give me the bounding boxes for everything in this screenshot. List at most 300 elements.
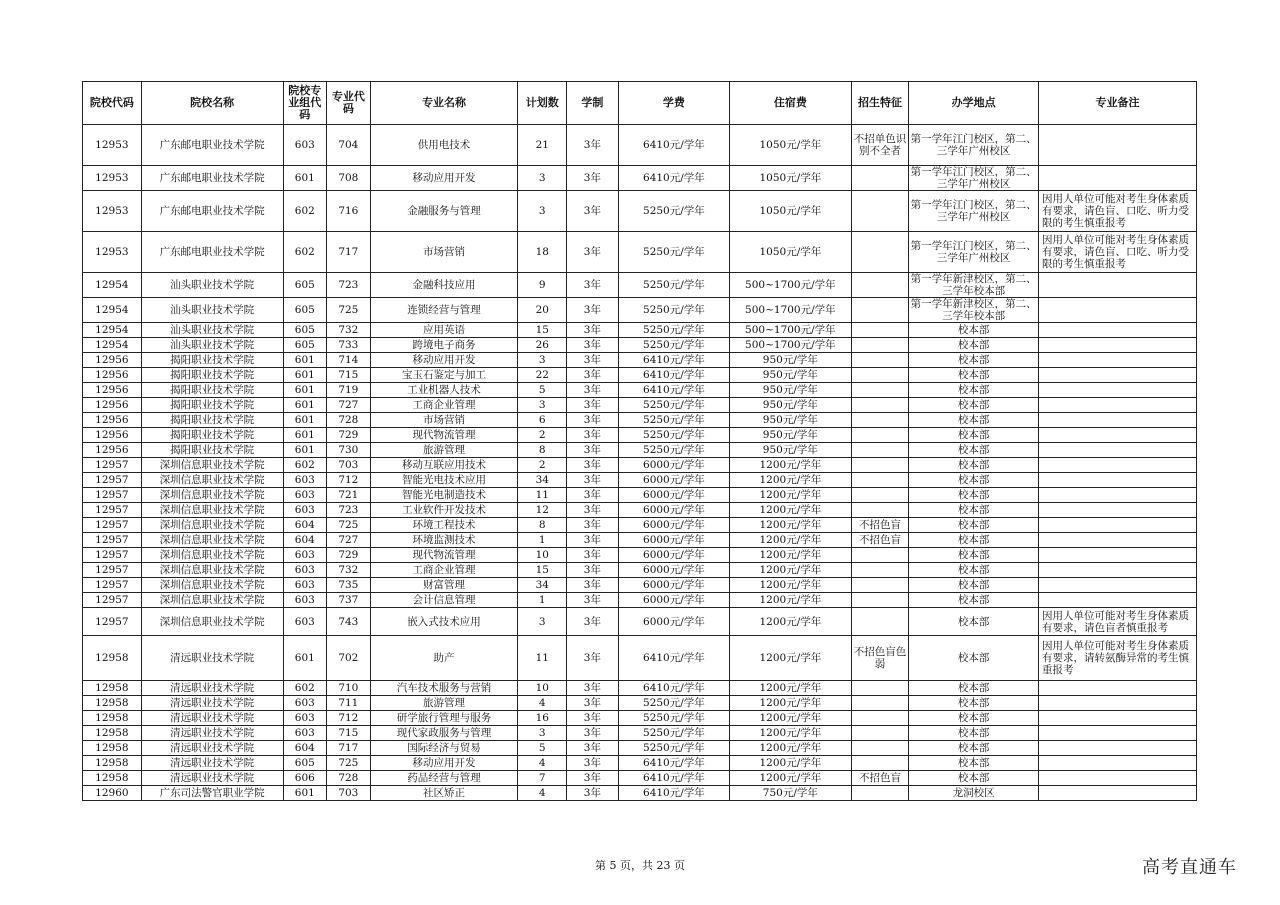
- table-row: [83, 323, 1197, 338]
- table-row: [83, 298, 1197, 323]
- cell-major-name: 宝玉石鉴定与加工: [370, 368, 518, 383]
- cell-school-code: 12958: [83, 741, 142, 756]
- cell-lodging: 1200元/学年: [730, 578, 852, 593]
- cell-group-code: 601: [283, 636, 327, 681]
- cell-years: 3年: [567, 443, 619, 458]
- cell-school-code: 12957: [83, 608, 142, 636]
- cell-feature: 不招单色识别不全者: [851, 125, 909, 166]
- admissions-table: [82, 81, 1197, 801]
- cell-lodging: 500~1700元/学年: [730, 273, 852, 298]
- cell-plan: 7: [518, 771, 567, 786]
- header-major-name: 专业名称: [370, 82, 518, 125]
- cell-note: [1038, 383, 1196, 398]
- cell-years: 3年: [567, 593, 619, 608]
- cell-years: 3年: [567, 191, 619, 232]
- cell-major-name: 环境监测技术: [370, 533, 518, 548]
- table-row: [83, 636, 1197, 681]
- cell-feature: [851, 741, 909, 756]
- cell-school-code: 12958: [83, 756, 142, 771]
- cell-years: 3年: [567, 368, 619, 383]
- cell-feature: [851, 473, 909, 488]
- cell-school-code: 12958: [83, 681, 142, 696]
- cell-location: 校本部: [909, 398, 1039, 413]
- cell-lodging: 950元/学年: [730, 353, 852, 368]
- cell-location: 第一学年江门校区，第二、三学年广州校区: [909, 232, 1039, 273]
- cell-lodging: 1200元/学年: [730, 593, 852, 608]
- cell-lodging: 1200元/学年: [730, 726, 852, 741]
- cell-school-name: 深圳信息职业技术学院: [141, 563, 283, 578]
- cell-major-code: 732: [327, 563, 371, 578]
- cell-tuition: 6410元/学年: [618, 786, 729, 801]
- cell-plan: 4: [518, 756, 567, 771]
- cell-major-name: 工商企业管理: [370, 563, 518, 578]
- cell-group-code: 603: [283, 563, 327, 578]
- table-row: [83, 681, 1197, 696]
- cell-note: [1038, 563, 1196, 578]
- cell-note: [1038, 323, 1196, 338]
- cell-location: 校本部: [909, 726, 1039, 741]
- cell-school-name: 清远职业技术学院: [141, 636, 283, 681]
- cell-major-code: 735: [327, 578, 371, 593]
- header-school-name: 院校名称: [141, 82, 283, 125]
- cell-note: [1038, 756, 1196, 771]
- cell-major-code: 719: [327, 383, 371, 398]
- cell-school-name: 深圳信息职业技术学院: [141, 458, 283, 473]
- cell-plan: 1: [518, 593, 567, 608]
- table-row: [83, 548, 1197, 563]
- table-row: [83, 563, 1197, 578]
- table-row: [83, 696, 1197, 711]
- cell-major-name: 智能光电制造技术: [370, 488, 518, 503]
- cell-major-code: 703: [327, 786, 371, 801]
- cell-years: 3年: [567, 353, 619, 368]
- cell-school-name: 深圳信息职业技术学院: [141, 593, 283, 608]
- cell-major-name: 药品经营与管理: [370, 771, 518, 786]
- cell-major-code: 725: [327, 298, 371, 323]
- cell-major-code: 716: [327, 191, 371, 232]
- cell-school-code: 12958: [83, 771, 142, 786]
- cell-years: 3年: [567, 518, 619, 533]
- cell-feature: [851, 608, 909, 636]
- cell-school-code: 12958: [83, 696, 142, 711]
- cell-major-code: 728: [327, 413, 371, 428]
- cell-plan: 18: [518, 232, 567, 273]
- cell-years: 3年: [567, 232, 619, 273]
- cell-major-code: 727: [327, 398, 371, 413]
- cell-group-code: 603: [283, 726, 327, 741]
- cell-school-code: 12957: [83, 563, 142, 578]
- table-row: [83, 383, 1197, 398]
- cell-location: 校本部: [909, 518, 1039, 533]
- cell-school-code: 12956: [83, 353, 142, 368]
- cell-years: 3年: [567, 741, 619, 756]
- cell-lodging: 1050元/学年: [730, 166, 852, 191]
- cell-major-name: 嵌入式技术应用: [370, 608, 518, 636]
- cell-feature: [851, 696, 909, 711]
- cell-major-code: 730: [327, 443, 371, 458]
- cell-major-code: 715: [327, 368, 371, 383]
- cell-plan: 21: [518, 125, 567, 166]
- cell-note: [1038, 696, 1196, 711]
- cell-school-name: 清远职业技术学院: [141, 696, 283, 711]
- cell-tuition: 6000元/学年: [618, 608, 729, 636]
- cell-school-name: 揭阳职业技术学院: [141, 383, 283, 398]
- cell-feature: 不招色盲: [851, 771, 909, 786]
- cell-note: [1038, 398, 1196, 413]
- cell-location: 校本部: [909, 323, 1039, 338]
- cell-location: 校本部: [909, 771, 1039, 786]
- cell-location: 第一学年江门校区，第二、三学年广州校区: [909, 191, 1039, 232]
- cell-group-code: 601: [283, 368, 327, 383]
- cell-tuition: 6000元/学年: [618, 563, 729, 578]
- cell-plan: 34: [518, 473, 567, 488]
- cell-lodging: 1200元/学年: [730, 636, 852, 681]
- cell-tuition: 5250元/学年: [618, 323, 729, 338]
- cell-note: [1038, 593, 1196, 608]
- cell-group-code: 602: [283, 191, 327, 232]
- cell-note: [1038, 428, 1196, 443]
- cell-tuition: 5250元/学年: [618, 232, 729, 273]
- cell-school-name: 清远职业技术学院: [141, 756, 283, 771]
- cell-major-name: 旅游管理: [370, 443, 518, 458]
- cell-group-code: 604: [283, 518, 327, 533]
- table-row: [83, 443, 1197, 458]
- table-row: [83, 518, 1197, 533]
- cell-major-name: 移动应用开发: [370, 756, 518, 771]
- cell-years: 3年: [567, 166, 619, 191]
- header-lodging: 住宿费: [730, 82, 852, 125]
- cell-major-name: 工业机器人技术: [370, 383, 518, 398]
- cell-feature: [851, 548, 909, 563]
- cell-note: [1038, 458, 1196, 473]
- cell-years: 3年: [567, 696, 619, 711]
- cell-note: 因用人单位可能对考生身体素质有要求，请色盲、口吃、听力受限的考生慎重报考: [1038, 191, 1196, 232]
- cell-major-code: 721: [327, 488, 371, 503]
- cell-major-code: 743: [327, 608, 371, 636]
- cell-major-name: 移动互联应用技术: [370, 458, 518, 473]
- cell-school-name: 清远职业技术学院: [141, 681, 283, 696]
- cell-major-code: 728: [327, 771, 371, 786]
- cell-lodging: 1200元/学年: [730, 563, 852, 578]
- cell-note: [1038, 488, 1196, 503]
- cell-group-code: 603: [283, 696, 327, 711]
- cell-tuition: 6410元/学年: [618, 771, 729, 786]
- table-row: [83, 338, 1197, 353]
- table-row: [83, 533, 1197, 548]
- cell-plan: 5: [518, 741, 567, 756]
- cell-major-name: 连锁经营与管理: [370, 298, 518, 323]
- cell-school-name: 揭阳职业技术学院: [141, 398, 283, 413]
- cell-location: 校本部: [909, 473, 1039, 488]
- cell-group-code: 603: [283, 711, 327, 726]
- cell-years: 3年: [567, 578, 619, 593]
- page-number: 第 5 页，共 23 页: [595, 859, 685, 872]
- cell-location: 第一学年江门校区，第二、三学年广州校区: [909, 125, 1039, 166]
- cell-years: 3年: [567, 458, 619, 473]
- cell-major-name: 汽车技术服务与营销: [370, 681, 518, 696]
- cell-feature: [851, 413, 909, 428]
- cell-major-name: 应用英语: [370, 323, 518, 338]
- cell-plan: 22: [518, 368, 567, 383]
- cell-tuition: 5250元/学年: [618, 741, 729, 756]
- cell-note: 因用人单位可能对考生身体素质有要求，请转氨酶异常的考生慎重报考: [1038, 636, 1196, 681]
- cell-lodging: 1200元/学年: [730, 741, 852, 756]
- cell-school-code: 12957: [83, 578, 142, 593]
- cell-note: 因用人单位可能对考生身体素质有要求，请色盲者慎重报考: [1038, 608, 1196, 636]
- cell-major-code: 725: [327, 518, 371, 533]
- cell-school-name: 揭阳职业技术学院: [141, 353, 283, 368]
- cell-school-name: 揭阳职业技术学院: [141, 443, 283, 458]
- cell-years: 3年: [567, 125, 619, 166]
- cell-feature: 不招色盲色弱: [851, 636, 909, 681]
- cell-feature: [851, 428, 909, 443]
- cell-major-name: 会计信息管理: [370, 593, 518, 608]
- header-major-code: 专业代码: [327, 82, 371, 125]
- table-row: [83, 413, 1197, 428]
- cell-major-code: 708: [327, 166, 371, 191]
- cell-major-name: 现代物流管理: [370, 548, 518, 563]
- cell-school-code: 12960: [83, 786, 142, 801]
- cell-major-name: 工业软件开发技术: [370, 503, 518, 518]
- table-row: [83, 711, 1197, 726]
- cell-location: 校本部: [909, 533, 1039, 548]
- cell-major-name: 跨境电子商务: [370, 338, 518, 353]
- cell-feature: [851, 756, 909, 771]
- table-row: [83, 608, 1197, 636]
- cell-school-name: 深圳信息职业技术学院: [141, 608, 283, 636]
- cell-school-code: 12954: [83, 323, 142, 338]
- cell-note: [1038, 273, 1196, 298]
- cell-group-code: 602: [283, 232, 327, 273]
- cell-feature: [851, 711, 909, 726]
- cell-location: 校本部: [909, 428, 1039, 443]
- table-row: [83, 232, 1197, 273]
- cell-school-code: 12957: [83, 533, 142, 548]
- cell-years: 3年: [567, 428, 619, 443]
- cell-location: 校本部: [909, 696, 1039, 711]
- cell-major-code: 737: [327, 593, 371, 608]
- cell-major-code: 717: [327, 232, 371, 273]
- cell-major-name: 移动应用开发: [370, 166, 518, 191]
- cell-location: 校本部: [909, 413, 1039, 428]
- cell-tuition: 5250元/学年: [618, 443, 729, 458]
- cell-tuition: 5250元/学年: [618, 338, 729, 353]
- cell-major-code: 704: [327, 125, 371, 166]
- cell-location: 龙洞校区: [909, 786, 1039, 801]
- cell-feature: [851, 488, 909, 503]
- cell-lodging: 500~1700元/学年: [730, 298, 852, 323]
- cell-major-name: 工商企业管理: [370, 398, 518, 413]
- cell-feature: 不招色盲: [851, 518, 909, 533]
- cell-plan: 4: [518, 786, 567, 801]
- cell-school-code: 12958: [83, 726, 142, 741]
- cell-plan: 8: [518, 443, 567, 458]
- cell-location: 校本部: [909, 548, 1039, 563]
- cell-plan: 4: [518, 696, 567, 711]
- cell-note: [1038, 443, 1196, 458]
- cell-plan: 8: [518, 518, 567, 533]
- cell-note: [1038, 741, 1196, 756]
- cell-school-name: 深圳信息职业技术学院: [141, 503, 283, 518]
- cell-school-name: 广东邮电职业技术学院: [141, 125, 283, 166]
- cell-major-code: 725: [327, 756, 371, 771]
- cell-lodging: 950元/学年: [730, 443, 852, 458]
- cell-major-name: 研学旅行管理与服务: [370, 711, 518, 726]
- cell-lodging: 1200元/学年: [730, 458, 852, 473]
- cell-feature: [851, 353, 909, 368]
- cell-plan: 2: [518, 428, 567, 443]
- cell-group-code: 601: [283, 166, 327, 191]
- cell-school-name: 广东司法警官职业学院: [141, 786, 283, 801]
- cell-location: 校本部: [909, 711, 1039, 726]
- cell-years: 3年: [567, 533, 619, 548]
- table-row: [83, 726, 1197, 741]
- table-row: [83, 125, 1197, 166]
- cell-major-code: 715: [327, 726, 371, 741]
- cell-group-code: 605: [283, 273, 327, 298]
- cell-school-code: 12957: [83, 503, 142, 518]
- cell-lodging: 500~1700元/学年: [730, 338, 852, 353]
- cell-school-name: 深圳信息职业技术学院: [141, 533, 283, 548]
- cell-feature: [851, 443, 909, 458]
- cell-school-code: 12957: [83, 593, 142, 608]
- cell-lodging: 1200元/学年: [730, 608, 852, 636]
- cell-tuition: 5250元/学年: [618, 191, 729, 232]
- cell-school-name: 广东邮电职业技术学院: [141, 232, 283, 273]
- cell-school-name: 广东邮电职业技术学院: [141, 166, 283, 191]
- header-years: 学制: [567, 82, 619, 125]
- cell-feature: [851, 398, 909, 413]
- cell-school-code: 12956: [83, 368, 142, 383]
- header-plan: 计划数: [518, 82, 567, 125]
- cell-lodging: 1200元/学年: [730, 473, 852, 488]
- cell-lodging: 1200元/学年: [730, 696, 852, 711]
- cell-plan: 11: [518, 636, 567, 681]
- cell-tuition: 6000元/学年: [618, 593, 729, 608]
- table-row: [83, 593, 1197, 608]
- cell-lodging: 950元/学年: [730, 428, 852, 443]
- cell-years: 3年: [567, 273, 619, 298]
- cell-group-code: 601: [283, 413, 327, 428]
- cell-tuition: 6000元/学年: [618, 488, 729, 503]
- cell-major-code: 714: [327, 353, 371, 368]
- cell-feature: [851, 726, 909, 741]
- cell-school-name: 清远职业技术学院: [141, 711, 283, 726]
- cell-note: [1038, 518, 1196, 533]
- table-row: [83, 368, 1197, 383]
- cell-group-code: 605: [283, 756, 327, 771]
- cell-group-code: 606: [283, 771, 327, 786]
- cell-school-name: 揭阳职业技术学院: [141, 413, 283, 428]
- cell-plan: 34: [518, 578, 567, 593]
- cell-location: 校本部: [909, 443, 1039, 458]
- cell-years: 3年: [567, 771, 619, 786]
- cell-school-name: 深圳信息职业技术学院: [141, 578, 283, 593]
- cell-note: [1038, 548, 1196, 563]
- cell-major-code: 723: [327, 273, 371, 298]
- cell-plan: 5: [518, 383, 567, 398]
- cell-feature: [851, 323, 909, 338]
- cell-note: [1038, 771, 1196, 786]
- cell-tuition: 5250元/学年: [618, 428, 729, 443]
- cell-location: 校本部: [909, 608, 1039, 636]
- cell-years: 3年: [567, 756, 619, 771]
- cell-group-code: 603: [283, 608, 327, 636]
- cell-major-name: 智能光电技术应用: [370, 473, 518, 488]
- cell-tuition: 5250元/学年: [618, 298, 729, 323]
- cell-feature: [851, 578, 909, 593]
- cell-plan: 20: [518, 298, 567, 323]
- cell-note: [1038, 368, 1196, 383]
- cell-major-name: 旅游管理: [370, 696, 518, 711]
- cell-major-code: 732: [327, 323, 371, 338]
- cell-plan: 3: [518, 353, 567, 368]
- cell-group-code: 603: [283, 593, 327, 608]
- cell-school-code: 12957: [83, 518, 142, 533]
- cell-group-code: 602: [283, 681, 327, 696]
- cell-school-code: 12956: [83, 413, 142, 428]
- cell-school-code: 12954: [83, 298, 142, 323]
- cell-major-code: 702: [327, 636, 371, 681]
- table-row: [83, 503, 1197, 518]
- cell-major-code: 729: [327, 548, 371, 563]
- cell-tuition: 6000元/学年: [618, 518, 729, 533]
- cell-tuition: 6410元/学年: [618, 756, 729, 771]
- cell-location: 第一学年新津校区，第二、三学年校本部: [910, 273, 1037, 297]
- cell-location: 校本部: [909, 338, 1039, 353]
- cell-feature: [851, 298, 909, 323]
- cell-school-name: 深圳信息职业技术学院: [141, 488, 283, 503]
- cell-lodging: 1200元/学年: [730, 756, 852, 771]
- cell-plan: 11: [518, 488, 567, 503]
- cell-feature: [851, 786, 909, 801]
- cell-major-code: 733: [327, 338, 371, 353]
- cell-note: [1038, 786, 1196, 801]
- cell-tuition: 5250元/学年: [618, 711, 729, 726]
- cell-plan: 15: [518, 563, 567, 578]
- cell-feature: [851, 232, 909, 273]
- cell-plan: 9: [518, 273, 567, 298]
- cell-major-code: 712: [327, 473, 371, 488]
- cell-lodging: 1200元/学年: [730, 711, 852, 726]
- cell-feature: [851, 458, 909, 473]
- cell-location: 校本部: [909, 563, 1039, 578]
- cell-lodging: 1200元/学年: [730, 503, 852, 518]
- cell-school-code: 12956: [83, 428, 142, 443]
- cell-location: 校本部: [909, 741, 1039, 756]
- cell-school-code: 12953: [83, 166, 142, 191]
- cell-tuition: 5250元/学年: [618, 398, 729, 413]
- cell-location: 校本部: [909, 578, 1039, 593]
- cell-plan: 26: [518, 338, 567, 353]
- cell-group-code: 602: [283, 458, 327, 473]
- cell-group-code: 605: [283, 338, 327, 353]
- cell-note: [1038, 533, 1196, 548]
- cell-group-code: 603: [283, 488, 327, 503]
- cell-tuition: 6410元/学年: [618, 166, 729, 191]
- cell-plan: 3: [518, 166, 567, 191]
- cell-note: [1038, 503, 1196, 518]
- cell-school-name: 清远职业技术学院: [141, 726, 283, 741]
- cell-years: 3年: [567, 488, 619, 503]
- cell-school-name: 清远职业技术学院: [141, 771, 283, 786]
- table-row: [83, 428, 1197, 443]
- table-row: [83, 398, 1197, 413]
- cell-major-name: 金融服务与管理: [370, 191, 518, 232]
- cell-location: 校本部: [909, 503, 1039, 518]
- cell-major-code: 717: [327, 741, 371, 756]
- cell-note: [1038, 298, 1196, 323]
